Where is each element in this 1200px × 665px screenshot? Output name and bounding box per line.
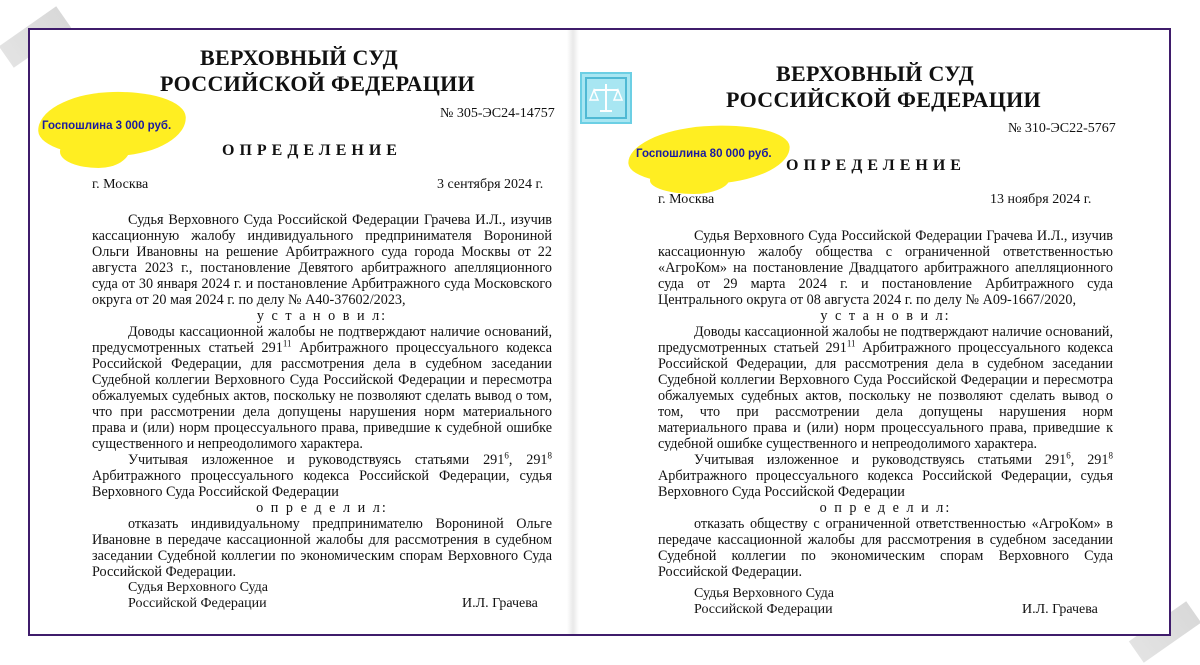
right-court-title-line1: ВЕРХОВНЫЙ СУД	[776, 61, 975, 86]
left-signature-name: И.Л. Грачева	[462, 596, 538, 611]
left-case-number: № 305-ЭС24-14757	[440, 106, 555, 121]
right-fee-highlight-part	[650, 164, 730, 194]
left-decision-paragraph: отказать индивидуальному предпринимателю Ворониной Ольге Ивановне в передаче кассационной жалобы для рассмотрения в судебном заседании Судебной коллегии по экономическим спорам Верховного Суда Российской Федерации.	[92, 516, 552, 580]
left-intro-paragraph: Судья Верховного Суда Российской Федерации Грачева И.Л., изучив кассационную жалобу индивидуального предпринимателя Ворониной Ольги Ивановны на решение Арбитражного суда города Москвы от 22 августа 2023 г., постановление Девятого арбитражного апелляционного суда от 30 января 2024 г. и постановление Арбитражного суда Московского округа от 20 мая 2024 г. по делу № А40-37602/2023,	[92, 212, 552, 308]
left-court-title-line1: ВЕРХОВНЫЙ СУД	[200, 45, 399, 70]
left-consider-part2: , 291	[508, 452, 548, 468]
left-signature-title-line2: Российской Федерации	[128, 596, 267, 611]
left-fee-label: Госпошлина 3 000 руб.	[42, 120, 172, 132]
left-ustanovil: у с т а н о в и л:	[256, 308, 388, 324]
right-consider-part2: , 291	[1070, 452, 1109, 468]
left-city: г. Москва	[92, 177, 149, 192]
left-reasons-part1: Доводы кассационной жалобы не подтверждают наличие оснований, предусмотренных статьей 291	[92, 324, 552, 356]
left-document-type: ОПРЕДЕЛЕНИЕ	[222, 142, 402, 159]
right-sup-8: 8	[1108, 450, 1113, 461]
right-reasons-paragraph	[658, 324, 1113, 452]
right-reasons-part1: Доводы кассационной жалобы не подтверждают наличие оснований, предусмотренных статьей 291	[658, 324, 1113, 356]
right-opredelil: о п р е д е л и л:	[819, 500, 952, 516]
left-court-title-line2: РОССИЙСКОЙ ФЕДЕРАЦИИ	[160, 71, 475, 96]
right-ustanovil: у с т а н о в и л:	[820, 308, 951, 324]
left-reasons-part2: Арбитражного процессуального кодекса Российской Федерации, для рассмотрения дела в судебном заседании Судебной коллегии Верховного Суда Российской Федерации и пересмотра обжалуемых судебных актов, поскольку не позволяют сделать вывод о том, что при рассмотрении дела допущены нарушения норм материального права и (или) норм процессуального права, приведшие к судебной ошибке существенного и непреодолимого характера.	[92, 340, 552, 452]
right-fee-label: Госпошлина 80 000 руб.	[636, 148, 772, 160]
right-reasons-part2: Арбитражного процессуального кодекса Российской Федерации, для рассмотрения дела в судебном заседании Судебной коллегии Верховного Суда Российской Федерации и пересмотра обжалуемых судебных актов, поскольку не позволяют сделать вывод о том, что при рассмотрении дела допущены нарушения норм материального права и (или) норм процессуального права, приведшие к судебной ошибке существенного и непреодолимого характера.	[658, 340, 1113, 452]
right-intro-paragraph: Судья Верховного Суда Российской Федерации Грачева И.Л., изучив кассационную жалобу общества с ограниченной ответственностью «АгроКом» на постановление Двадцатого арбитражного апелляционного суда от 29 марта 2024 г. и постановление Арбитражного суда Центрального округа от 08 августа 2024 г. по делу № А09-1667/2020,	[658, 228, 1113, 308]
right-decision-paragraph: отказать обществу с ограниченной ответственностью «АгроКом» в передаче кассационной жалобы для рассмотрения в судебном заседании Судебной коллегии по экономическим спорам Верховного Суда Российской Федерации.	[658, 516, 1113, 580]
left-consider-part3: Арбитражного процессуального кодекса Российской Федерации, судья Верховного Суда Российской Федерации	[92, 468, 552, 500]
right-signature-title-line2: Российской Федерации	[694, 602, 833, 617]
right-consider-part1: Учитывая изложенное и руководствуясь статьями 291	[694, 452, 1067, 468]
right-city: г. Москва	[658, 192, 715, 207]
left-sup-6: 6	[504, 450, 509, 461]
right-signature-title-line1: Судья Верховного Суда	[694, 586, 835, 601]
right-signature-name: И.Л. Грачева	[1022, 602, 1098, 617]
left-signature-title-line1: Судья Верховного Суда	[128, 580, 269, 595]
left-date: 3 сентября 2024 г.	[437, 177, 544, 192]
left-opredelil: о п р е д е л и л:	[256, 500, 388, 516]
right-sup-6: 6	[1066, 450, 1071, 461]
right-body	[658, 228, 1113, 580]
right-considering-paragraph	[658, 452, 1113, 500]
right-date: 13 ноября 2024 г.	[990, 192, 1092, 207]
right-court-title-line2: РОССИЙСКОЙ ФЕДЕРАЦИИ	[726, 87, 1041, 112]
right-case-number: № 310-ЭС22-5767	[1008, 121, 1116, 136]
right-document-type: ОПРЕДЕЛЕНИЕ	[786, 157, 966, 174]
right-consider-part3: Арбитражного процессуального кодекса Российской Федерации, судья Верховного Суда Российской Федерации	[658, 468, 1113, 500]
left-sup-11: 11	[282, 338, 292, 349]
right-sup-11: 11	[846, 338, 856, 349]
left-sup-8: 8	[547, 450, 553, 461]
emblem-scales-icon	[580, 72, 632, 124]
left-consider-part1: Учитывая изложенное и руководствуясь статьями 291	[128, 452, 505, 468]
